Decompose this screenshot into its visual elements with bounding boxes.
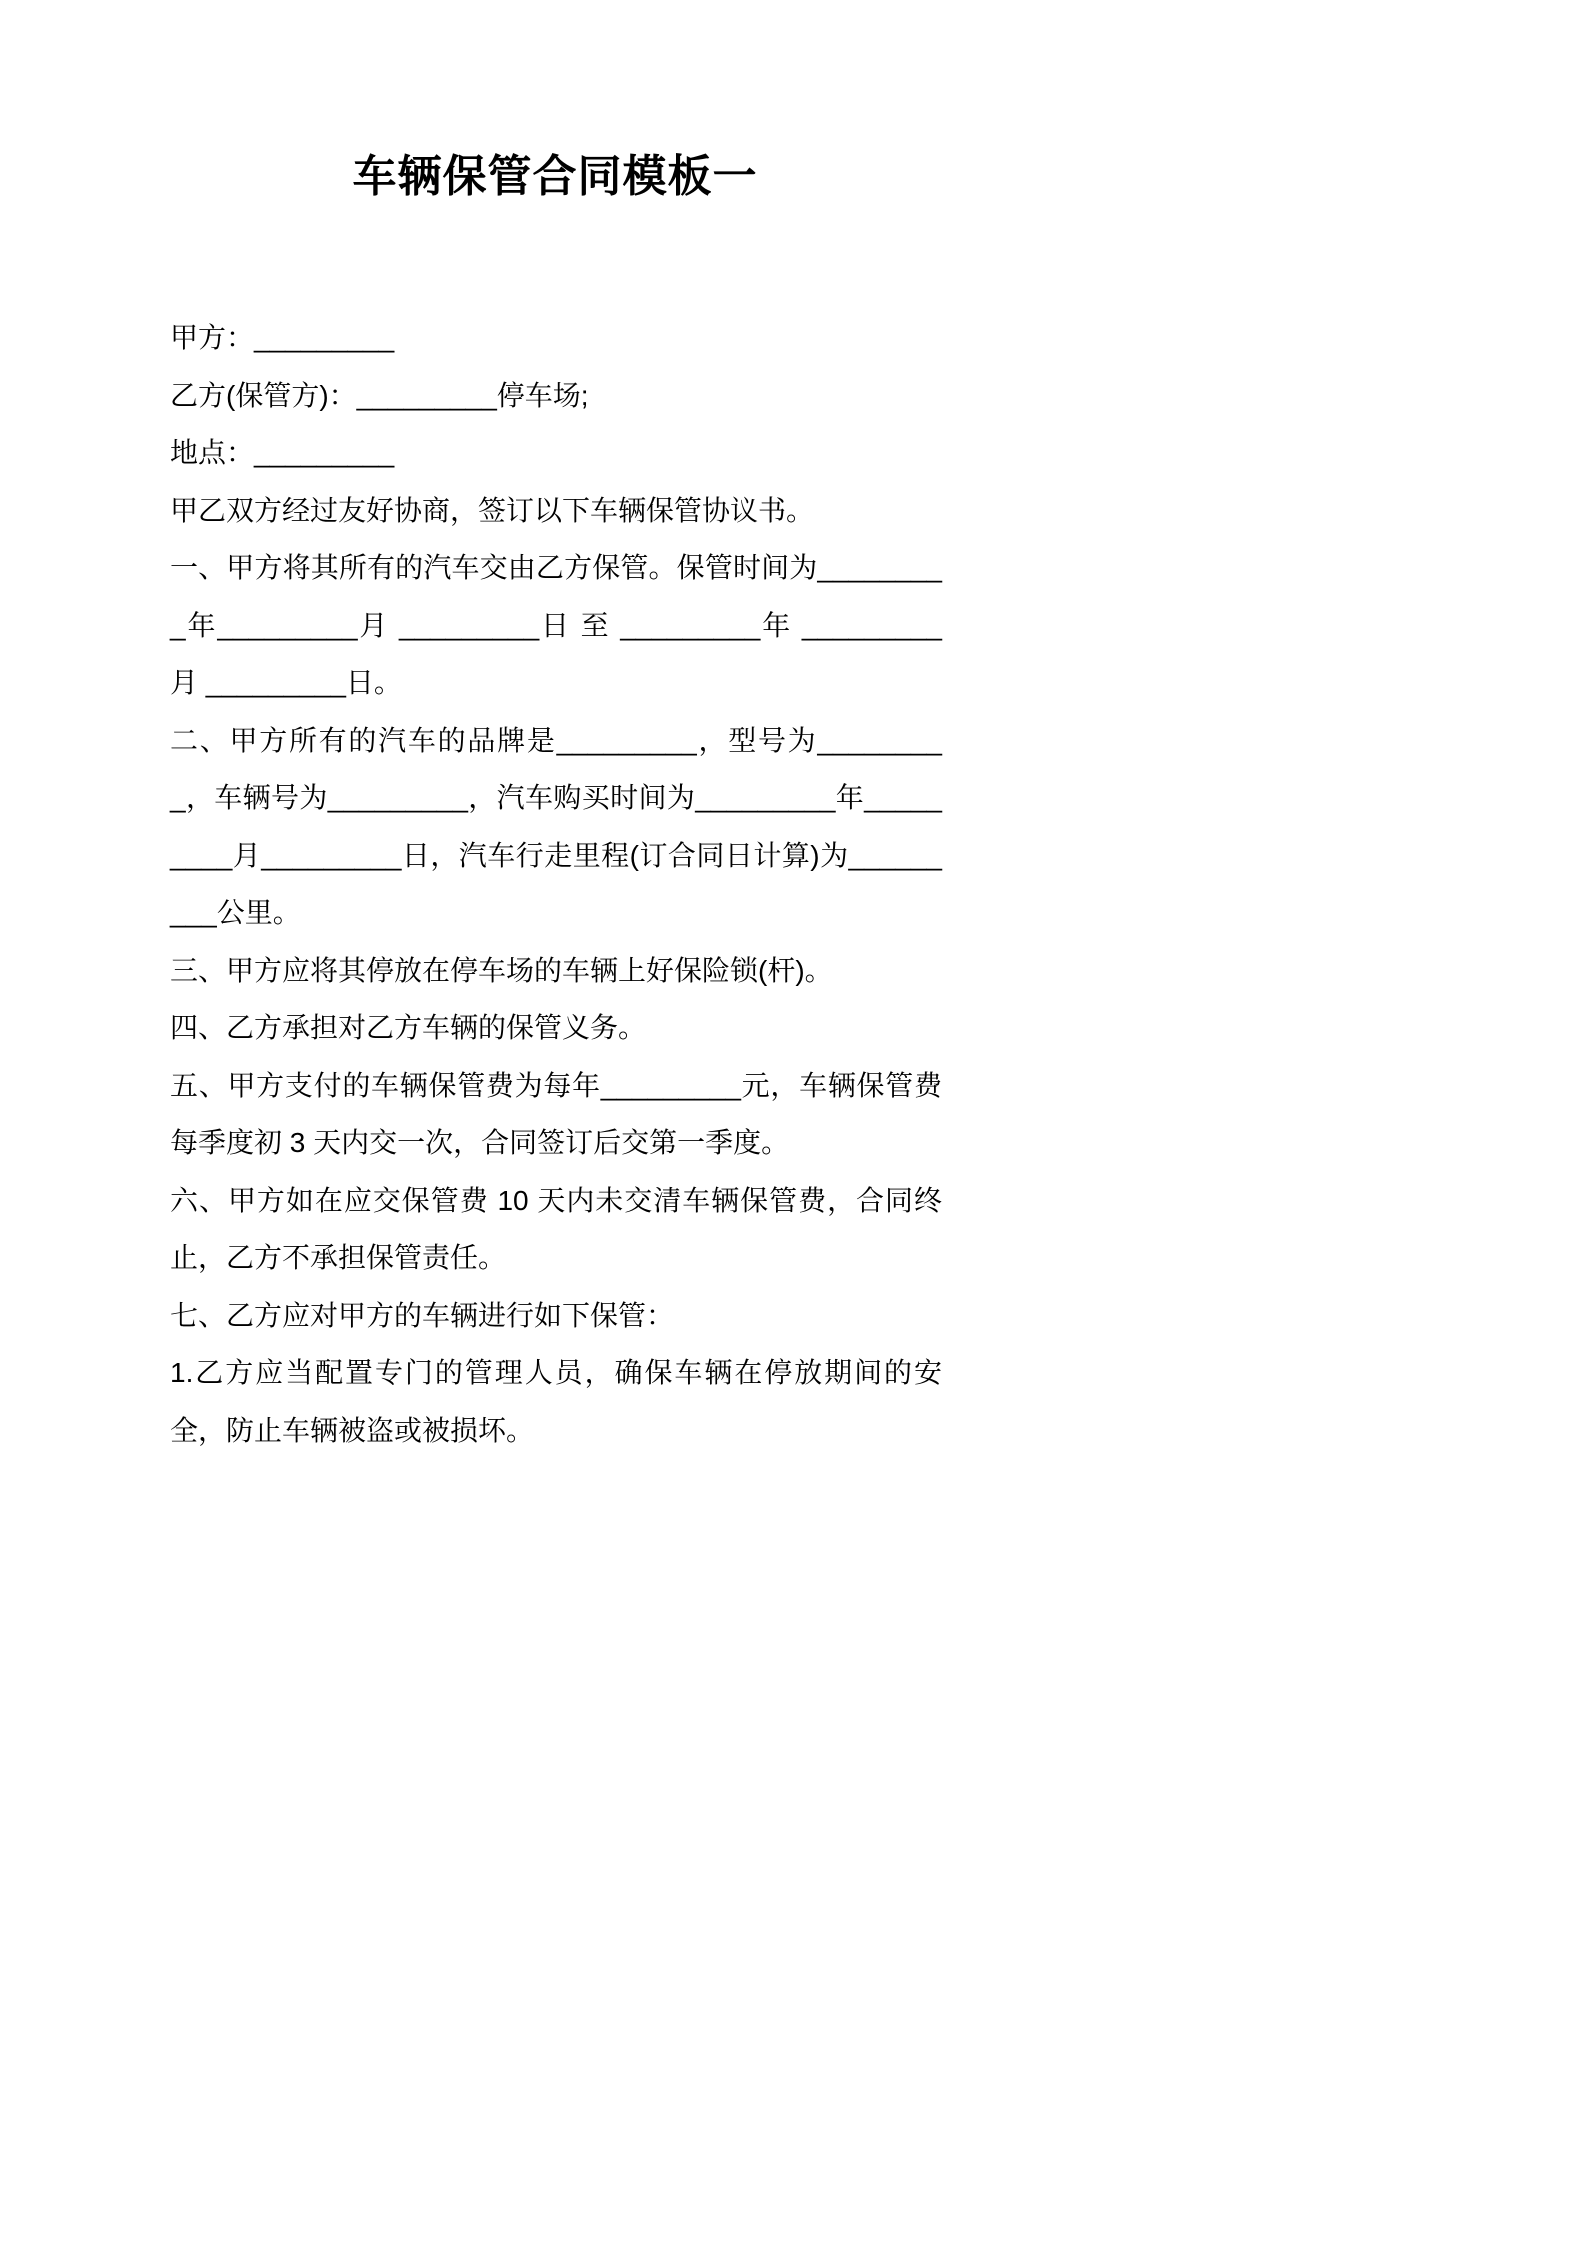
document-body (170, 309, 942, 1459)
clause-1: 一、甲方将其所有的汽车交由乙方保管。保管时间为_________年_________月 _________日 至 _________年 _________月 _________日。 (170, 552, 942, 698)
clause-5: 五、甲方支付的车辆保管费为每年_________元，车辆保管费每季度初 3 天内交一次，合同签订后交第一季度。 (170, 1069, 942, 1158)
clause-2: 二、甲方所有的汽车的品牌是_________，型号为_________，车辆号为_________，汽车购买时间为_________年_________月_________日，汽车行走里程(订合同日计算)为_________公里。 (170, 724, 942, 928)
party-b-line: 乙方(保管方)：_________停车场; (170, 379, 589, 411)
clause-6: 六、甲方如在应交保管费 10 天内未交清车辆保管费，合同终止，乙方不承担保管责任。 (170, 1184, 942, 1273)
location-line: 地点：_________ (170, 437, 395, 468)
clause-3: 三、甲方应将其停放在停车场的车辆上好保险锁(杆)。 (170, 954, 833, 986)
clause-4: 四、乙方承担对乙方车辆的保管义务。 (170, 1012, 647, 1043)
party-a-line: 甲方：_________ (170, 322, 395, 353)
document-title: 车辆保管合同模板一 (352, 152, 758, 201)
clause-7-item-1: 1.乙方应当配置专门的管理人员，确保车辆在停放期间的安全，防止车辆被盗或被损坏。 (170, 1357, 942, 1446)
preamble-line: 甲乙双方经过友好协商，签订以下车辆保管协议书。 (170, 494, 815, 526)
clause-7: 七、乙方应对甲方的车辆进行如下保管： (170, 1299, 675, 1331)
